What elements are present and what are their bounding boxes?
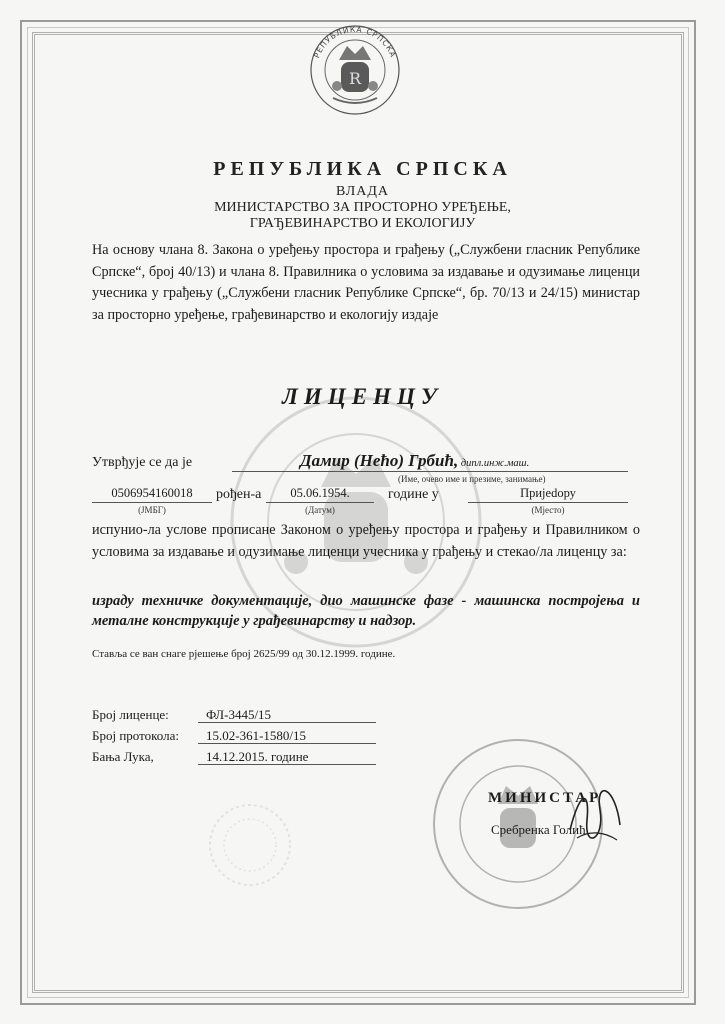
conditions-paragraph: испунио-ла услове прописане Законом о уређењу простора и грађењу и Правилником о условима за издавање и одузимање лиценци учесника у грађењу и стекао/ла лиценцу за: [92,522,640,560]
birth-date-value: 05.06.1954. [290,486,350,500]
birth-place-value: Пријedору [520,486,576,500]
birth-place-caption: (Мјесто) [531,505,565,515]
issue-place-label: Бања Лука, [92,749,154,764]
protocol-number-underline [198,743,376,744]
name-underline [232,471,628,472]
minister-name: Сребренка Голић [491,822,586,837]
license-number-underline [198,722,376,723]
svg-text:R: R [348,69,362,88]
jmbg-caption: (ЈМБГ) [138,505,166,515]
embossed-stamp-icon [205,800,295,890]
protocol-number-value: 15.02-361-1580/15 [206,728,307,743]
birth-date-caption: (Датум) [305,505,335,515]
handwritten-signature-icon [565,780,625,850]
confirm-label: Утврђује се да је [92,455,193,470]
license-title: ЛИЦЕНЦУ [282,384,443,409]
birth-date-underline [266,502,374,503]
jmbg-underline [92,502,212,503]
holder-profession: дипл.инж.маш. [458,458,530,469]
protocol-number-label: Број протокола: [92,728,179,743]
minister-title: МИНИСТАР [488,790,602,806]
revocation-note: Ставља се ван снаге рјешење број 2625/99 од 30.12.1999. године. [92,648,396,660]
svg-text:РЕПУБЛИКА СРПСКА: РЕПУБЛИКА СРПСКА [312,24,398,60]
year-label: године у [388,487,439,502]
birth-place-underline [468,502,628,503]
government-heading: ВЛАДА [335,184,390,199]
name-caption: (Име, очево име и презиме, занимање) [398,474,546,484]
license-number-value: ФЛ-3445/15 [206,707,272,722]
intro-paragraph: На основу члана 8. Закона о уређењу простора и грађењу („Службени гласник Републике Српске“, број 40/13) и члана 8. Правилника о условима за издавање и одузимање лиценци учесника у грађењу („Службени гласник Републике Српске“, бр. 70/13 и 24/15) министар за просторно уређење, грађевинарство и екологију издаје [92,242,640,323]
ministry-heading-line2: ГРАЂЕВИНАРСТВО И ЕКОЛОГИЈУ [249,216,476,231]
holder-full-name: Дамир (Нећо) Грбић, [300,451,459,470]
republic-heading: РЕПУБЛИКА СРПСКА [213,158,512,180]
jmbg-value: 0506954160018 [111,486,193,500]
ministry-heading-line1: МИНИСТАРСТВО ЗА ПРОСТОРНО УРЕЂЕЊЕ, [214,200,511,215]
license-number-label: Број лиценце: [92,707,169,722]
born-label: рођен-а [216,487,262,502]
issue-date-value: 14.12.2015. године [206,749,309,764]
holder-name [300,451,529,471]
coat-of-arms-emblem [303,14,407,118]
license-scope: израду техничке документације, дио машинске фазе - машинска постројења и металне конструкције у грађевинарству и надзор. [92,593,640,629]
issue-date-underline [198,764,376,765]
